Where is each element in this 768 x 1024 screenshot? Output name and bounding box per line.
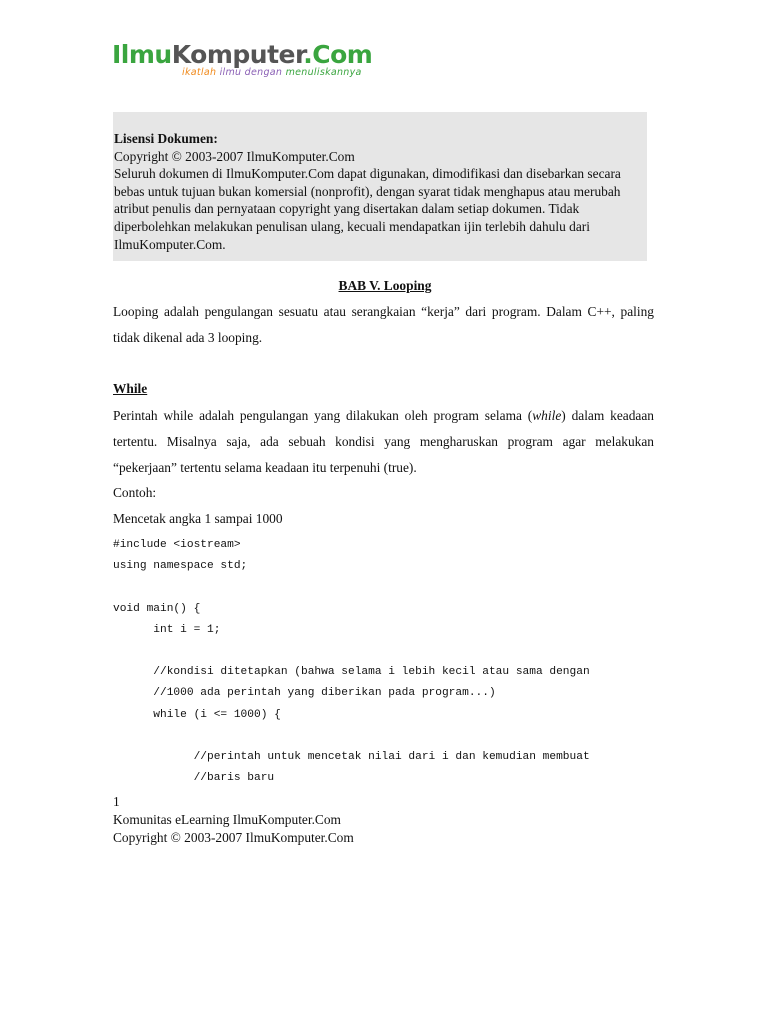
while-paragraph [113, 403, 654, 481]
logo-title [112, 40, 373, 70]
example-label: Contoh: [113, 485, 157, 500]
example-description: Mencetak angka 1 sampai 1000 [113, 511, 283, 526]
logo-title-part: .Com [303, 40, 373, 69]
logo-title-part: Ilmu [112, 40, 172, 69]
logo-tagline-part: ikatlah [182, 67, 217, 78]
logo-tagline-part: ilmu dengan [219, 67, 283, 78]
page-footer [113, 793, 354, 847]
logo-title-part: Komputer [171, 40, 304, 69]
while-text-before: Perintah while adalah pengulangan yang dilakukan oleh program selama ( [113, 408, 533, 423]
section-heading: While [113, 381, 148, 396]
chapter-title: BAB V. Looping [338, 278, 432, 293]
page-number: 1 [113, 794, 120, 809]
footer-copyright: Copyright © 2003-2007 IlmuKomputer.Com [113, 830, 354, 845]
site-logo [112, 40, 373, 78]
chapter-title-row [0, 278, 768, 294]
footer-community: Komunitas eLearning IlmuKomputer.Com [113, 812, 341, 827]
code-block: #include <iostream> using namespace std; void main() { int i = 1; //kondisi ditetapkan (bahwa selama i lebih kecil atau sama dengan //1000 ada perintah yang diberikan pada program...) while (i <= 1000) { //perintah untuk mencetak nilai dari i dan kemudian membuat //baris baru [113, 539, 590, 785]
logo-tagline-part: menuliskannya [285, 67, 362, 78]
license-box [113, 112, 647, 261]
license-body: Seluruh dokumen di IlmuKomputer.Com dapat digunakan, dimodifikasi dan disebarkan secara bebas untuk tujuan bukan komersial (nonprofit), dengan syarat tidak menghapus atau merubah atribut penulis dan pernyataan copyright yang disertakan dalam setiap dokumen. Tidak diperbolehkan melakukan penulisan ulang, kecuali mendapatkan ijin terlebih dahulu dari IlmuKomputer.Com. [114, 166, 621, 252]
intro-paragraph: Looping adalah pengulangan sesuatu atau serangkaian “kerja” dari program. Dalam C++, paling tidak dikenal ada 3 looping. [113, 304, 654, 345]
logo-tagline [182, 67, 362, 78]
license-copyright: Copyright © 2003-2007 IlmuKomputer.Com [114, 148, 355, 164]
while-text-after: ) dalam keadaan tertentu. Misalnya saja, ada sebuah kondisi yang mengharuskan program agar melakukan “pekerjaan” tertentu selama keadaan itu terpenuhi (true). [113, 408, 654, 475]
license-title: Lisensi Dokumen: [114, 131, 218, 146]
while-text-italic: while [532, 408, 562, 423]
